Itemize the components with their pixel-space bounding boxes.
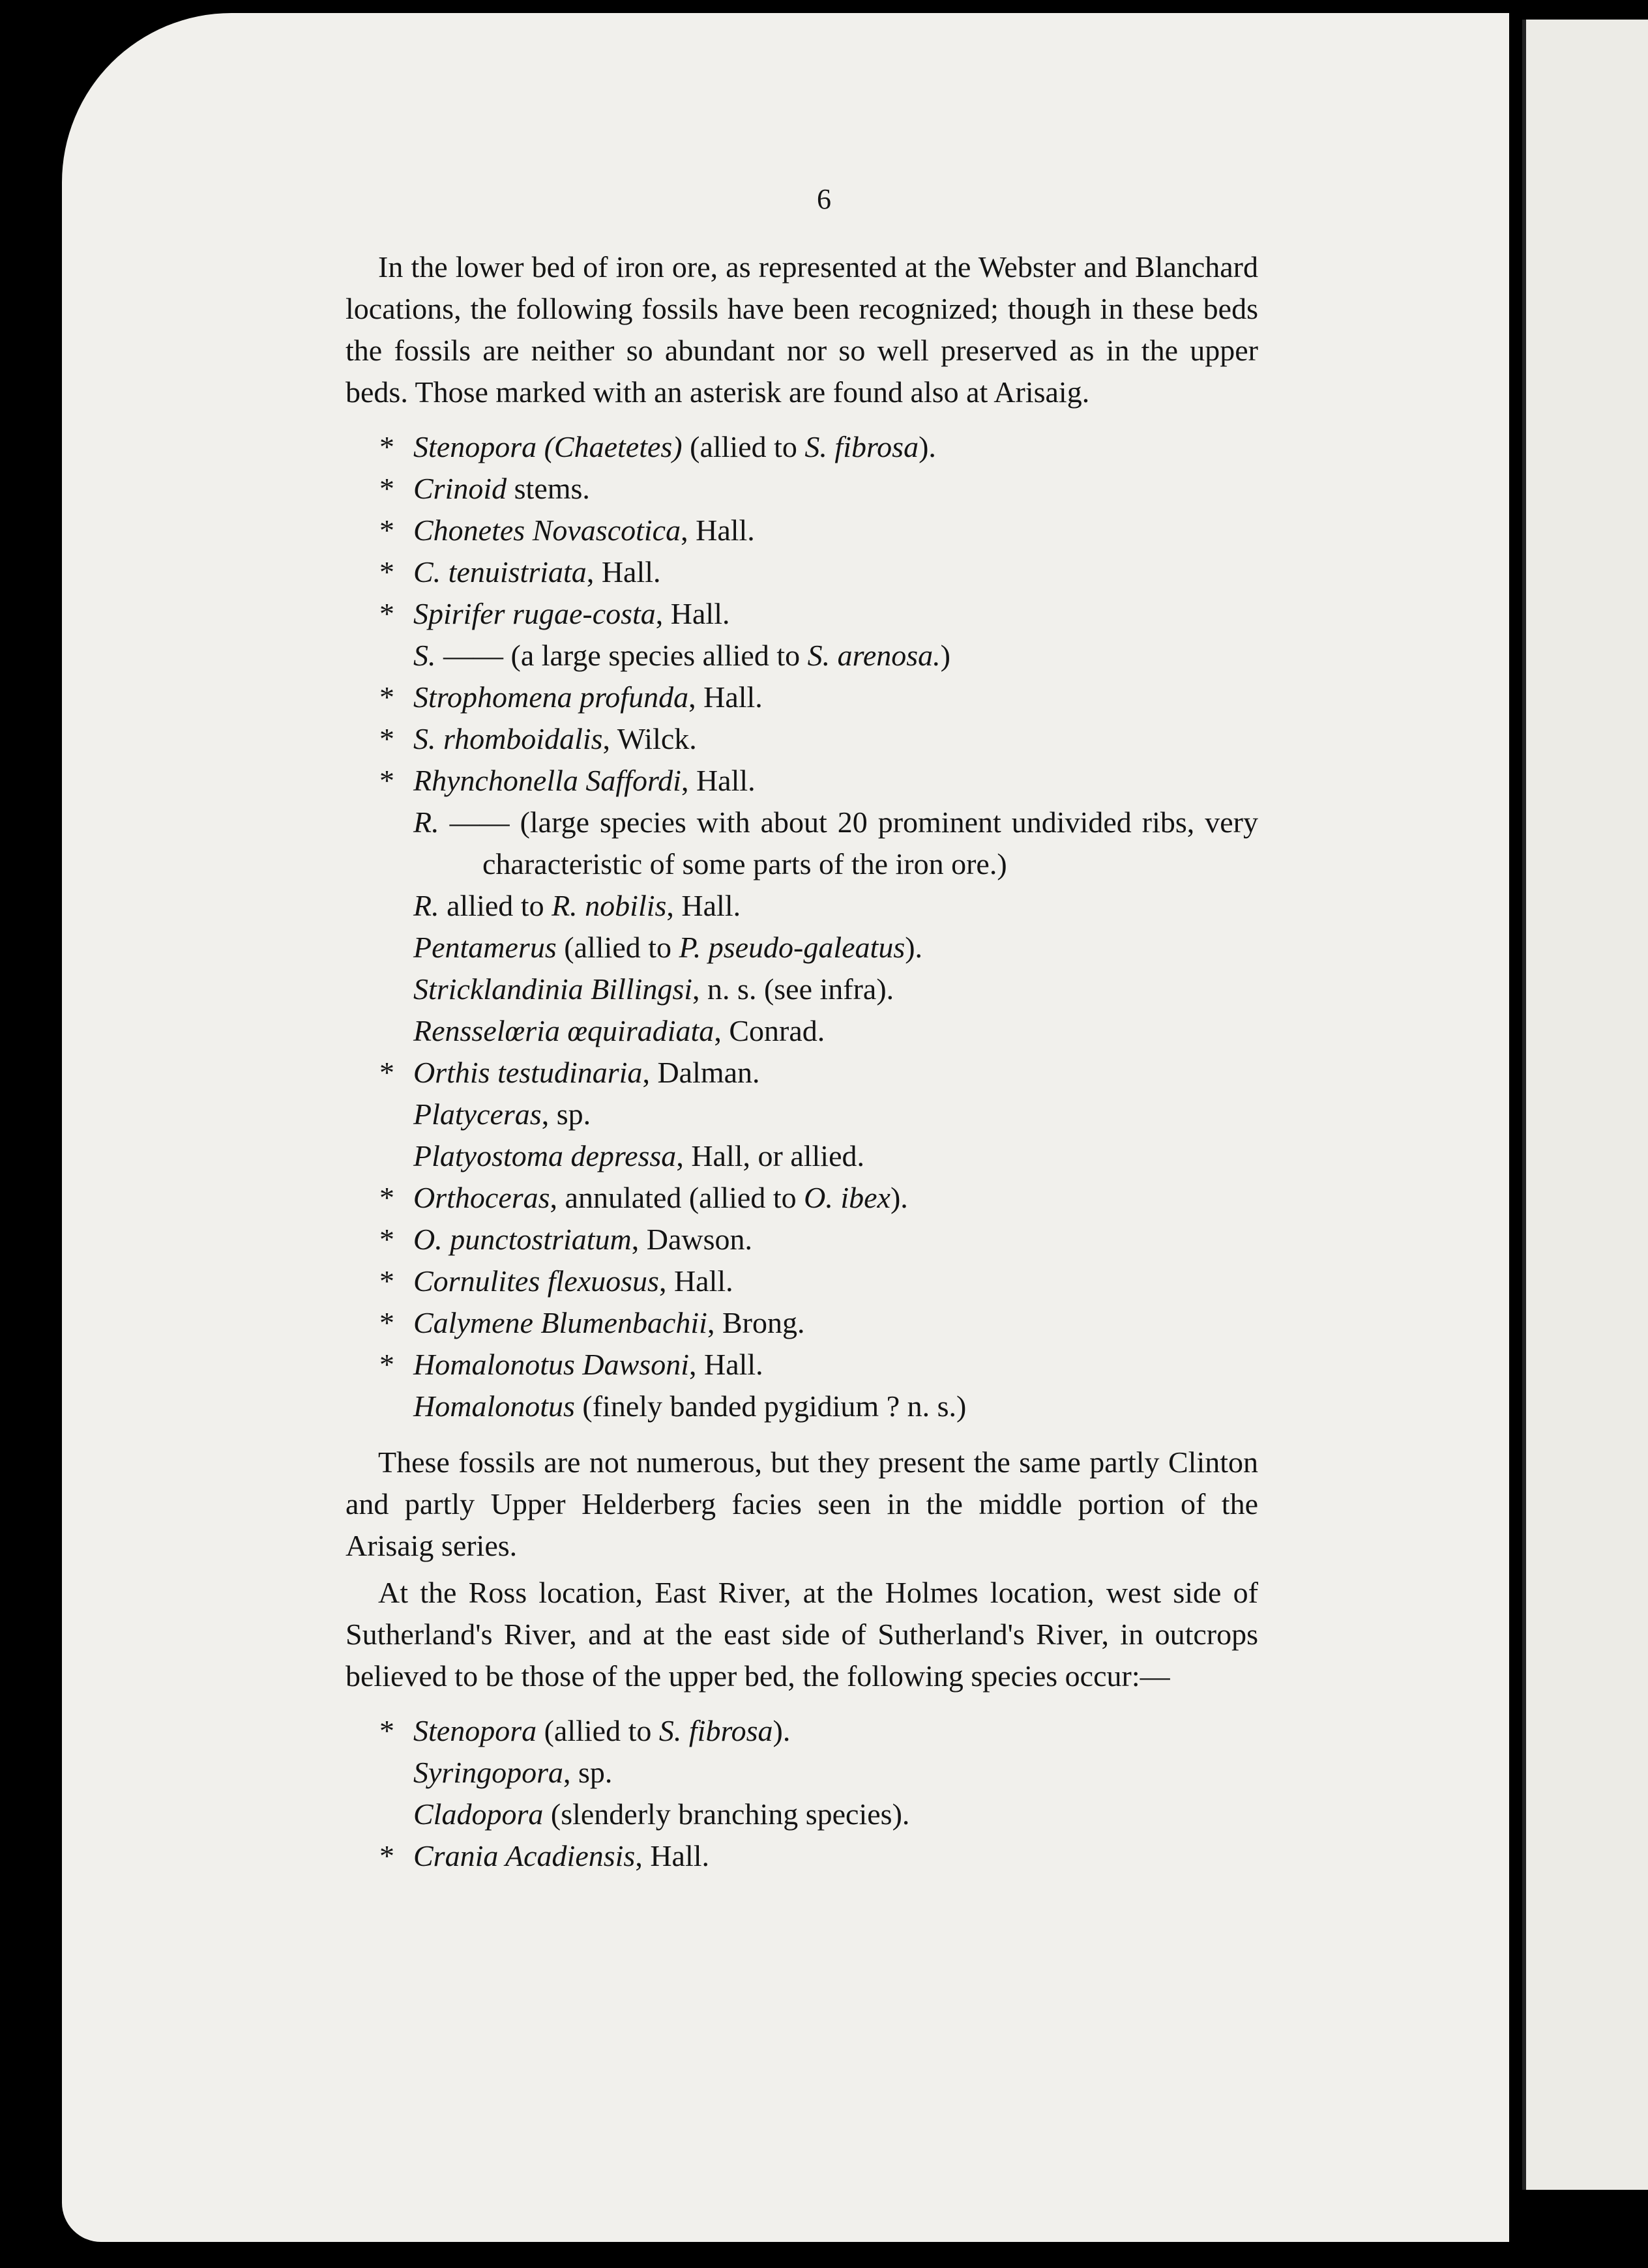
taxon-name: Stricklandinia Billingsi [413, 972, 693, 1006]
taxon-name: Syringopora [413, 1756, 563, 1789]
taxon-name: Strophomena profunda [413, 680, 689, 714]
fossil-entry [346, 760, 1258, 802]
entry-text: , Conrad. [714, 1014, 825, 1047]
fossil-entry [346, 1177, 1258, 1219]
taxon-name: Spirifer rugae-costa [413, 597, 656, 630]
adjacent-page-edge [1522, 20, 1648, 2190]
asterisk-mark: * [379, 722, 394, 755]
entry-text: , Hall. [635, 1839, 710, 1872]
taxon-name-secondary: R. nobilis [552, 889, 667, 922]
fossil-entry [346, 676, 1258, 718]
entry-text-tail: ). [772, 1714, 791, 1747]
entry-text-tail: ). [919, 430, 936, 463]
fossil-entry [346, 1219, 1258, 1260]
entry-text: , Dawson. [631, 1223, 753, 1256]
asterisk-mark: * [379, 1056, 394, 1089]
fossil-entry [346, 718, 1258, 760]
taxon-name: Platyceras [413, 1098, 542, 1131]
entry-text: (allied to [682, 430, 805, 463]
taxon-name: Stenopora (Chaetetes) [413, 430, 683, 463]
taxon-name: Pentamerus [413, 931, 557, 964]
entry-text: , sp. [563, 1756, 613, 1789]
entry-text: allied to [439, 889, 552, 922]
fossil-entry [346, 1052, 1258, 1094]
entry-text: , Hall. [586, 555, 661, 589]
intro-paragraph: In the lower bed of iron ore, as represented at the Webster and Blanchard locations, the following fossils have been recognized; though in these beds the fossils are neither so abundant nor so well preserved as in the upper beds. Those marked with an asterisk are found also at Arisaig. [346, 250, 1258, 409]
taxon-name: Stenopora [413, 1714, 537, 1747]
fossil-entry [346, 1094, 1258, 1135]
fossil-entry [346, 1794, 1258, 1835]
taxon-name: Cladopora [413, 1797, 544, 1831]
entry-text: , Hall. [681, 764, 756, 797]
asterisk-mark: * [379, 1348, 394, 1381]
fossil-list-upper-bed [346, 1710, 1258, 1877]
asterisk-mark: * [379, 555, 394, 589]
entry-text: (allied to [537, 1714, 659, 1747]
taxon-name: Rhynchonella Saffordi [413, 764, 681, 797]
taxon-name-secondary: P. pseudo-galeatus [679, 931, 905, 964]
entry-text: , n. s. (see infra). [692, 972, 894, 1006]
entry-text: (allied to [556, 931, 679, 964]
taxon-name: Homalonotus Dawsoni [413, 1348, 689, 1381]
fossil-entry [346, 593, 1258, 635]
taxon-name: Rensselœria œquiradiata [413, 1014, 714, 1047]
fossil-entry [346, 1135, 1258, 1177]
asterisk-mark: * [379, 1264, 394, 1298]
taxon-name: S. rhomboidalis [413, 722, 603, 755]
taxon-name: C. tenuistriata [413, 555, 587, 589]
entry-text-tail: ). [890, 1181, 908, 1214]
asterisk-mark: * [379, 597, 394, 630]
taxon-name: R. [413, 806, 439, 839]
fossil-entry [346, 1710, 1258, 1752]
taxon-name: Platyostoma depressa [413, 1139, 677, 1172]
entry-text: , Hall. [681, 514, 755, 547]
fossil-list-lower-bed [346, 426, 1258, 1427]
taxon-name: Orthis testudinaria [413, 1056, 643, 1089]
asterisk-mark: * [379, 472, 394, 505]
entry-text: , annulated (allied to [550, 1181, 804, 1214]
upper-bed-paragraph: At the Ross location, East River, at the Holmes location, west side of Sutherland's River, and at the east side of Sutherland's River, in outcrops believed to be those of the upper bed, the following species occur:— [346, 1576, 1258, 1693]
fossil-entry [346, 885, 1258, 927]
fossil-entry [346, 968, 1258, 1010]
asterisk-mark: * [379, 514, 394, 547]
fossil-entry [346, 510, 1258, 551]
fossil-entry [346, 551, 1258, 593]
fossil-entry [346, 1010, 1258, 1052]
entry-text-tail: ). [905, 931, 923, 964]
taxon-name: S. [413, 639, 436, 672]
entry-text: , Dalman. [642, 1056, 760, 1089]
taxon-name: Crinoid [413, 472, 507, 505]
asterisk-mark: * [379, 1181, 394, 1214]
fossil-entry [346, 1302, 1258, 1344]
taxon-name-secondary: S. fibrosa [658, 1714, 773, 1747]
entry-text: , Hall. [658, 1264, 733, 1298]
asterisk-mark: * [379, 1714, 394, 1747]
taxon-name: Homalonotus [413, 1389, 575, 1423]
asterisk-mark: * [379, 764, 394, 797]
fossil-entry [346, 635, 1258, 676]
entry-text: stems. [507, 472, 590, 505]
asterisk-mark: * [379, 680, 394, 714]
entry-text: , Hall. [688, 1348, 763, 1381]
entry-text: , Hall. [688, 680, 763, 714]
entry-text: , Wilck. [602, 722, 697, 755]
asterisk-mark: * [379, 1223, 394, 1256]
entry-text-tail: ) [940, 639, 950, 672]
asterisk-mark: * [379, 430, 394, 463]
fossil-entry [346, 927, 1258, 968]
fossil-entry [346, 802, 1258, 885]
asterisk-mark: * [379, 1839, 394, 1872]
fossil-entry [346, 1344, 1258, 1386]
asterisk-mark: * [379, 1306, 394, 1339]
taxon-name-secondary: S. fibrosa [804, 430, 919, 463]
taxon-name: Orthoceras [413, 1181, 550, 1214]
entry-text: —— (a large species allied to [435, 639, 808, 672]
entry-text: , Hall. [655, 597, 730, 630]
taxon-name-secondary: S. arenosa. [807, 639, 941, 672]
fossil-entry [346, 1835, 1258, 1877]
page-number: 6 [817, 183, 831, 215]
entry-text: , Brong. [707, 1306, 805, 1339]
fossil-entry [346, 1752, 1258, 1794]
taxon-name: Chonetes Novascotica [413, 514, 681, 547]
entry-text-tail: , Hall. [666, 889, 741, 922]
taxon-name: Crania Acadiensis [413, 1839, 636, 1872]
entry-text: , sp. [541, 1098, 591, 1131]
page-content [346, 246, 1258, 1891]
fossil-entry [346, 426, 1258, 468]
taxon-name-secondary: O. ibex [804, 1181, 890, 1214]
taxon-name: Cornulites flexuosus [413, 1264, 659, 1298]
entry-text: —— (large species with about 20 prominent undivided ribs, very characteristic of some parts of the iron ore.) [439, 806, 1258, 880]
fossil-entry [346, 468, 1258, 510]
taxon-name: Calymene Blumenbachii [413, 1306, 707, 1339]
entry-text: (finely banded pygidium ? n. s.) [574, 1389, 967, 1423]
fossil-entry [346, 1260, 1258, 1302]
entry-text: , Hall, or allied. [676, 1139, 865, 1172]
entry-text: (slenderly branching species). [543, 1797, 910, 1831]
facies-paragraph: These fossils are not numerous, but they present the same partly Clinton and partly Upper Helderberg facies seen in the middle portion of the Arisaig series. [346, 1446, 1258, 1562]
taxon-name: O. punctostriatum [413, 1223, 632, 1256]
fossil-entry [346, 1386, 1258, 1427]
taxon-name: R. [413, 889, 439, 922]
